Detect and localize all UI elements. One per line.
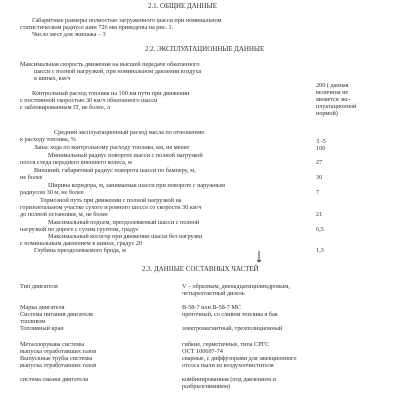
operational-line: Ширина коридора, м, занимаемая шасси при повороте с наружным (48, 182, 225, 189)
component-value: электромагнитный, трехпозиционный (182, 325, 283, 332)
component-value: разбрызгиванием) (182, 383, 230, 390)
operational-value: плуатационной (316, 103, 357, 110)
component-label: Тип двигателя (20, 283, 58, 290)
component-label: Металлорукава системы (20, 341, 85, 348)
operational-value: величина не (316, 89, 349, 96)
component-label: выпуска отработавших газов (20, 362, 97, 369)
operational-line: горизонтальном участке сухого и ровного шоссе со скорости 30 км/ч (20, 204, 202, 211)
component-label: топливом (20, 318, 46, 325)
operational-value: 1,3 (316, 247, 324, 254)
operational-line: до полной остановки, м, не более (20, 211, 109, 218)
component-value: сварные, с диффузорами для эжекционного (182, 355, 297, 362)
operational-line: Контрольный расход топлива на 100 км пути при движении (32, 90, 190, 97)
section-heading-general: 2.1. ОБЩИЕ ДАННЫЕ (148, 2, 217, 10)
operational-line: Минимальный радиус повороте шасси с полной нагрузкой (48, 152, 203, 159)
component-value: отсоса пыли из воздухоочистителя (182, 362, 274, 369)
operational-line: нагрузкой по дороге с сухим грунтом, градус (20, 226, 139, 233)
operational-line: Максимальный косогор при движении шасси без нагрузки (48, 233, 203, 240)
operational-value: нормой) (316, 110, 338, 117)
operational-value: 200 ( данная (316, 82, 349, 89)
operational-line: Тормозной путь при движении с полной нагрузкой на (40, 197, 182, 204)
operational-value: 27 (316, 159, 323, 166)
section-heading-components: 2.3. ДАННЫЕ СОСТАВНЫХ ЧАСТЕЙ (142, 265, 259, 273)
operational-line: с заблокированным IT, не более, л (20, 104, 110, 111)
operational-line: к расходу топлива, % (20, 136, 76, 143)
operational-line: Запас хода по контрольному расходу топлива, км, не менее (34, 144, 190, 151)
operational-line: поося следа переднего внешнего колеса, м (20, 159, 132, 166)
component-label: выпуска отработавших газов (20, 348, 97, 355)
operational-line: Максимальный подъем, преодолеваемый шасси с полной (48, 219, 200, 226)
component-label: Марка двигателя (20, 304, 65, 311)
general-line: Габаритные размеры полностью загруженного шасси при номинальном (32, 17, 222, 24)
component-value: комбинированная (под давлением и (182, 376, 276, 383)
operational-line: не более (20, 174, 43, 181)
operational-value: 3 -5 (316, 138, 326, 145)
general-line: статистическом радиусе шин 726 мм приведены на рис. 1. (20, 24, 174, 31)
general-line: Число мест для экипажа – 3 (32, 31, 106, 38)
operational-value: 7 (316, 189, 320, 196)
component-value: В-58-7 или В-58-7 МС (182, 304, 242, 311)
operational-value: 6,5 (316, 226, 324, 233)
operational-line: Глубина преодолеваемого брода, м (34, 247, 126, 254)
component-value: проточный, со сливом топлива в бак (182, 311, 278, 318)
component-value: гибкие, герметичные, типа СРГС (182, 341, 270, 348)
component-label: Выпускные трубы системы (20, 355, 93, 362)
operational-line: шасси с полной нагрузкой, при номинальном давлении воздуха (34, 68, 202, 75)
component-label: система смазки двигателя (20, 376, 88, 383)
component-value: ОСТ 100697-74 (182, 348, 223, 355)
operational-value: 21 (316, 211, 323, 218)
mouse-cursor-icon (256, 250, 266, 264)
section-heading-operational: 2.2. ЭКСПЛУАТАЦИОННЫЕ ДАННЫЕ (145, 45, 265, 53)
component-value: четырехтактный дизель (182, 290, 245, 297)
operational-value: 100 (316, 145, 326, 152)
operational-line: в шинах, км/ч (34, 75, 71, 82)
operational-value: 30 (316, 174, 323, 181)
operational-line: радиусом 30 м, не более (20, 189, 84, 196)
component-label: Топливный кран (20, 325, 64, 332)
component-label: Система питания двигателя (20, 311, 93, 318)
operational-line: с номинальным давлением в шинах, градус 20 (20, 240, 143, 247)
operational-value: является экс- (316, 96, 351, 103)
operational-line: Средний эксплуатационный расход масла по отношению (54, 129, 205, 136)
operational-line: Максимальная скорость движения на высшей передаче обкатанного (20, 61, 200, 68)
operational-line: Внешний, габаритный радиус поворота шасси по бамперу, м, (34, 167, 196, 174)
operational-line: с постоянной скоростью 30 км/ч обкатанного шасси (20, 97, 158, 104)
component-value: V – образным, двенадцатицилиндровым, (182, 283, 290, 290)
